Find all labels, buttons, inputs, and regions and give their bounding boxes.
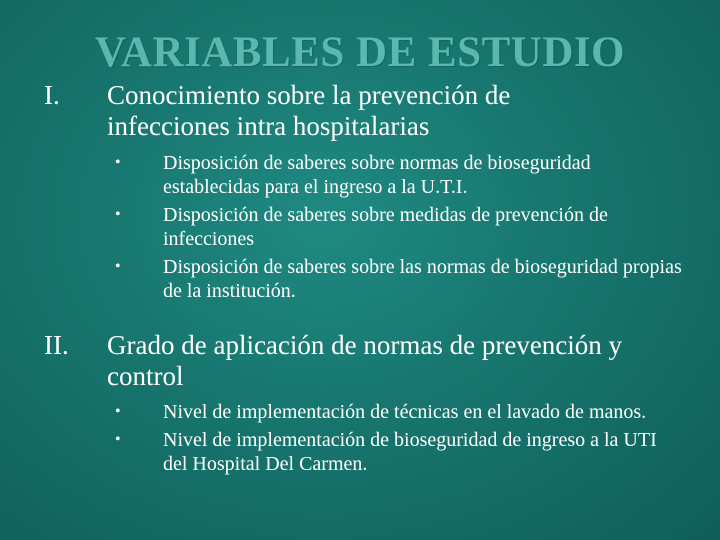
section-2-heading: Grado de aplicación de normas de prevención y control <box>107 330 623 391</box>
bullet-icon: • <box>115 431 121 448</box>
bullet-icon: • <box>115 258 121 275</box>
section-1-heading: Conocimiento sobre la prevención de infecciones intra hospitalarias <box>107 80 511 141</box>
list-item <box>0 151 720 199</box>
list-item <box>0 428 720 476</box>
bullet-text: Disposición de saberes sobre medidas de prevención de infecciones <box>163 204 608 250</box>
list-item <box>0 255 720 303</box>
bullet-icon: • <box>115 206 121 223</box>
bullet-text: Disposición de saberes sobre normas de bioseguridad establecidas para el ingreso a la U.T.I. <box>163 152 591 198</box>
section-2-bullet-list <box>0 400 720 480</box>
bullet-text: Nivel de implementación de bioseguridad de ingreso a la UTI del Hospital Del Carmen. <box>163 429 657 475</box>
bullet-icon: • <box>115 403 121 420</box>
section-1-bullet-list <box>0 151 720 307</box>
list-item <box>0 203 720 251</box>
bullet-icon: • <box>115 154 121 171</box>
list-item <box>0 400 720 424</box>
bullet-text: Nivel de implementación de técnicas en el lavado de manos. <box>163 401 647 423</box>
section-1-numeral: I. <box>44 80 60 110</box>
slide-title: VARIABLES DE ESTUDIO <box>94 29 626 76</box>
bullet-text: Disposición de saberes sobre las normas de bioseguridad propias de la institución. <box>163 256 682 302</box>
section-2-numeral: II. <box>44 330 69 360</box>
